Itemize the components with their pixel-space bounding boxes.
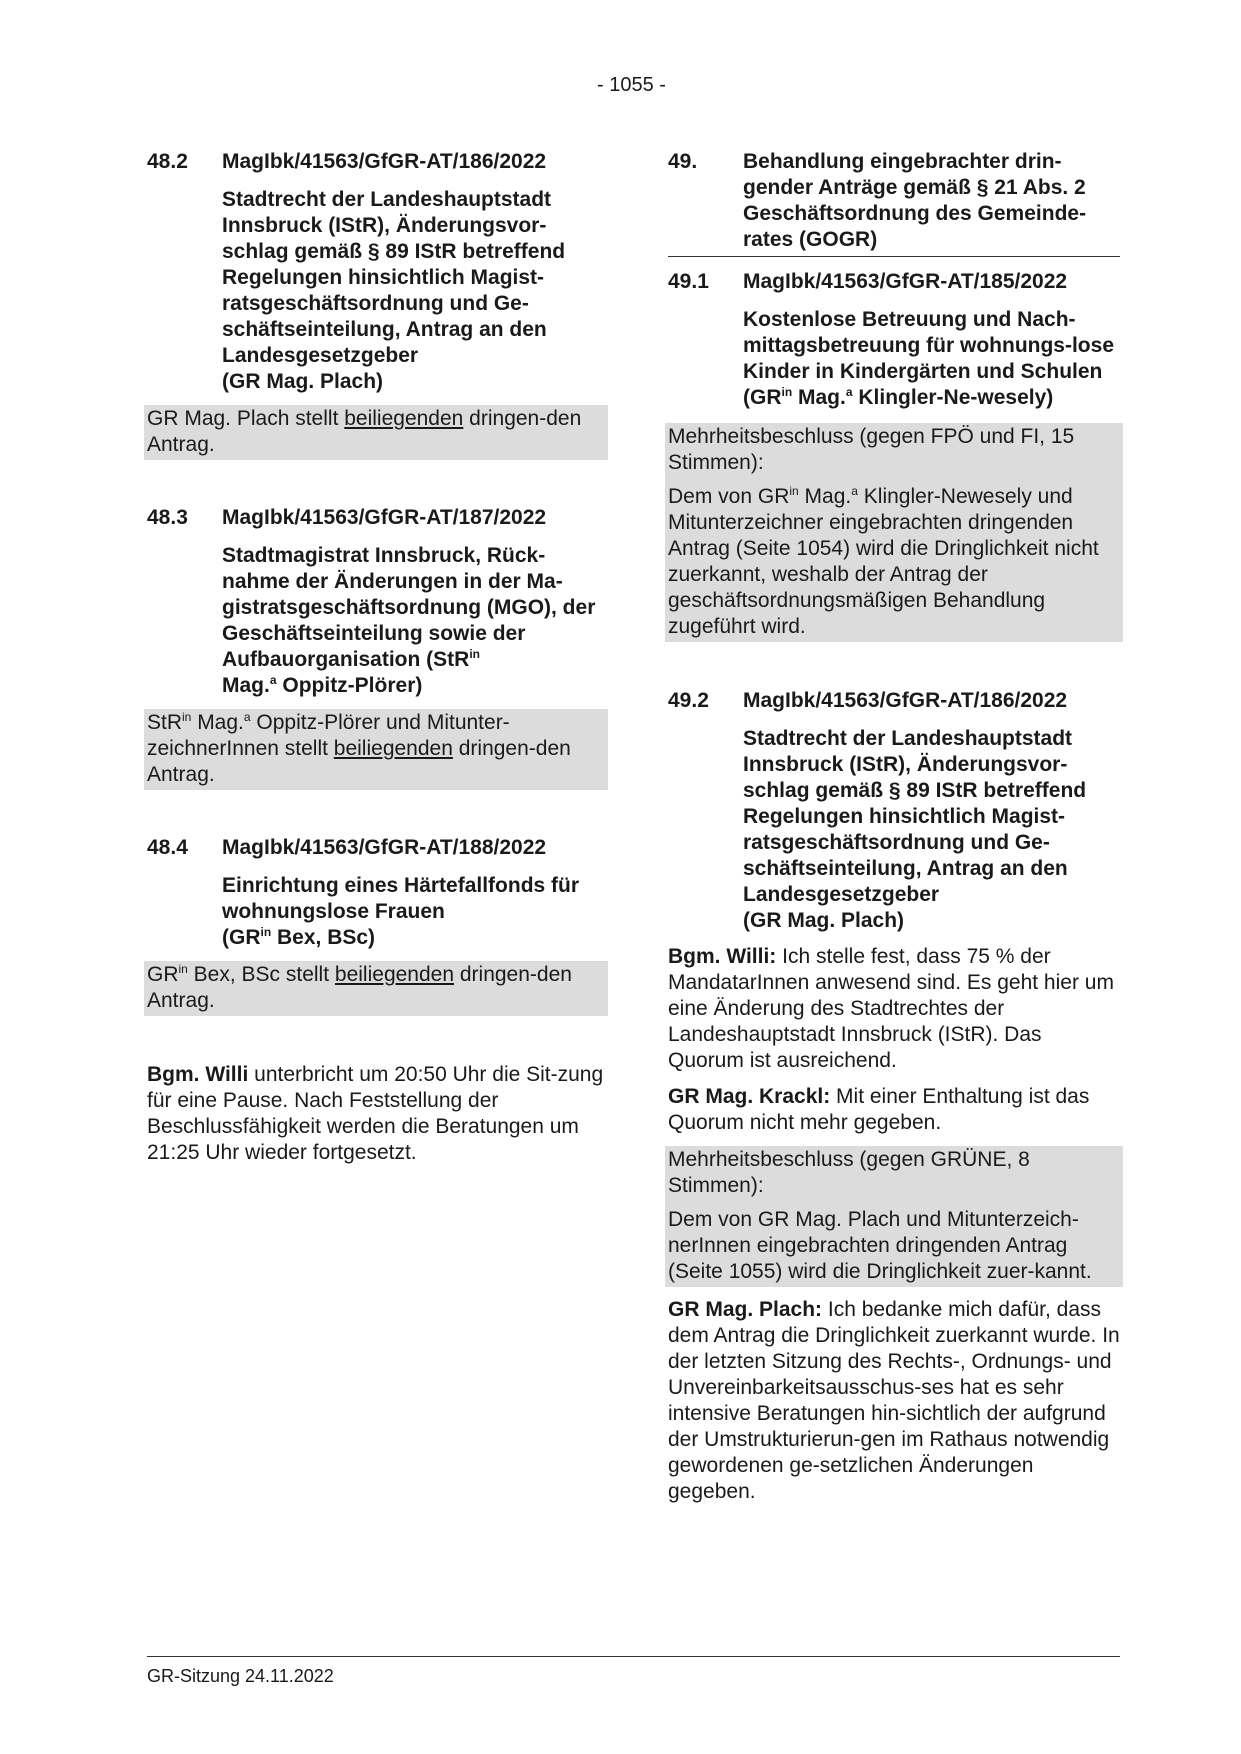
section-number: 49.2 xyxy=(668,689,709,712)
section-48-4 xyxy=(147,835,605,1016)
vote-result: Mehrheitsbeschluss (gegen GRÜNE, 8 Stimmen): Dem von GR Mag. Plach und Mitunterzeich-nerInnen eingebrachten dringenden Antrag (Seite 1055) wird die Dringlichkeit zuer-kannt. xyxy=(665,1146,1123,1287)
statement-paragraph: GR Mag. Krackl: Mit einer Enthaltung ist das Quorum nicht mehr gegeben. xyxy=(668,1085,1090,1134)
attachment-link[interactable]: beiliegenden xyxy=(344,407,464,430)
decision-text: Dem von GR Mag. Plach und Mitunterzeich-nerInnen eingebrachten dringenden Antrag (Seite 1055) wird die Dringlichkeit zuer-kannt. xyxy=(668,1208,1092,1283)
speaker: GR Mag. Krackl: xyxy=(668,1085,831,1108)
section-ref: MagIbk/41563/GfGR-AT/186/2022 xyxy=(222,150,547,173)
section-note: StR$^{in}$ Mag.$^a$ Oppitz-Plörer und Mitunter-zeichnerInnen stellt beiliegenden dringen-den Antrag. xyxy=(144,709,608,790)
section-title: Einrichtung eines Härtefallfonds für wohnungslose Frauen xyxy=(222,874,580,923)
attachment-link[interactable]: beiliegenden xyxy=(334,963,455,986)
section-ref: MagIbk/41563/GfGR-AT/186/2022 xyxy=(743,689,1068,712)
decision-text: Dem von $GR^{in}$ Mag.$^a$ Klingler-Newesely und Mitunterzeichner eingebrachten dringenden Antrag (Seite 1054) wird die Dringlichkeit nicht zuerkannt, weshalb der Antrag der geschäftsordnungsmäßigen Behandlung zugeführt wird. xyxy=(668,484,1099,638)
vote-result: Mehrheitsbeschluss (gegen FPÖ und FI, 15 Stimmen): Dem von $GR^{in}$ Mag.$^a$ Klingler-Newesely und Mitunterzeichner eingebrachten dringenden Antrag (Seite 1054) wird die Dringlichkeit nicht zuerkannt, weshalb der Antrag der geschäftsordnungsmäßigen Behandlung zugeführt wird. xyxy=(665,423,1123,642)
right-column xyxy=(668,149,1120,1505)
section-49-1 xyxy=(668,269,1120,642)
section-note: $GR^{in}$ Bex, BSc stellt beiliegenden dringen-den Antrag. xyxy=(144,961,608,1016)
section-proposer: ($GR^{in}$ Bex, BSc) xyxy=(222,925,376,949)
section-proposer: (GR Mag. Plach) xyxy=(743,909,905,932)
section-number: 49.1 xyxy=(668,270,709,293)
section-title: Stadtrecht der Landeshauptstadt Innsbruck (IStR), Änderungsvor-schlag gemäß § 89 IStR betreffend Regelungen hinsichtlich Magist-ratsgeschäftsordnung und Ge-schäftseinteilung, Antrag an den Landesgesetzgeber xyxy=(222,188,566,367)
speaker: Bgm. Willi xyxy=(147,1063,249,1086)
page-number: - 1055 - xyxy=(597,74,666,96)
section-number: 48.4 xyxy=(147,836,188,859)
pause-paragraph: Bgm. Willi unterbricht um 20:50 Uhr die Sit-zung für eine Pause. Nach Feststellung der Beschlussfähigkeit werden die Beratungen um 21:25 Uhr wieder fortgesetzt. xyxy=(147,1063,604,1164)
section-ref: MagIbk/41563/GfGR-AT/187/2022 xyxy=(222,506,547,529)
section-ref: MagIbk/41563/GfGR-AT/185/2022 xyxy=(743,270,1068,293)
section-48-2 xyxy=(147,149,605,460)
section-number: 48.3 xyxy=(147,506,188,529)
section-49-2 xyxy=(668,688,1120,1505)
section-number: 49. xyxy=(668,150,698,173)
statement-paragraph: Bgm. Willi: Ich stelle fest, dass 75 % der MandatarInnen anwesend sind. Es geht hier um eine Änderung des Stadtrechtes der Landeshauptstadt Innsbruck (IStR). Das Quorum ist ausreichend. xyxy=(668,945,1114,1072)
section-title: Kostenlose Betreuung und Nach-mittagsbetreuung für wohnungs-lose Kinder in Kindergärten und Schulen ($GR^{in}$ Mag.$^a$ Klingler-Ne-wesely) xyxy=(743,308,1114,409)
section-title: Behandlung eingebrachter drin-gender Anträge gemäß § 21 Abs. 2 Geschäftsordnung des Gemeinde-rates (GOGR) xyxy=(743,150,1087,251)
section-48-3 xyxy=(147,505,605,790)
section-note: GR Mag. Plach stellt beiliegenden dringen-den Antrag. xyxy=(144,405,608,460)
section-title: Stadtmagistrat Innsbruck, Rück-nahme der Änderungen in der Ma-gistratsgeschäftsordnung (MGO), der Geschäftseinteilung sowie der Aufbauorganisation (StR$^{in}$ Mag.$^a$ Oppitz-Plörer) xyxy=(222,544,596,697)
section-proposer: (GR Mag. Plach) xyxy=(222,370,384,393)
footer-text: GR-Sitzung 24.11.2022 xyxy=(147,1666,334,1686)
left-column xyxy=(147,149,605,1166)
speaker: GR Mag. Plach: xyxy=(668,1298,823,1321)
attachment-link[interactable]: beiliegenden xyxy=(333,737,453,760)
speaker: Bgm. Willi: xyxy=(668,945,777,968)
section-title: Stadtrecht der Landeshauptstadt Innsbruck (IStR), Änderungsvor-schlag gemäß § 89 IStR betreffend Regelungen hinsichtlich Magist-ratsgeschäftsordnung und Ge-schäftseinteilung, Antrag an den Landesgesetzgeber xyxy=(743,727,1087,906)
footer-divider xyxy=(147,1656,1120,1657)
statement-paragraph: GR Mag. Plach: Ich bedanke mich dafür, dass dem Antrag die Dringlichkeit zuerkannt wurde. In der letzten Sitzung des Rechts-, Ordnungs- und Unvereinbarkeitsausschus-ses hat es sehr intensive Beratungen hin-sichtlich der aufgrund der Umstrukturierun-gen im Rathaus notwendig gewordenen ge-setzlichen Änderungen gegeben. xyxy=(668,1298,1120,1503)
section-49 xyxy=(668,149,1120,257)
section-number: 48.2 xyxy=(147,150,188,173)
section-ref: MagIbk/41563/GfGR-AT/188/2022 xyxy=(222,836,547,859)
